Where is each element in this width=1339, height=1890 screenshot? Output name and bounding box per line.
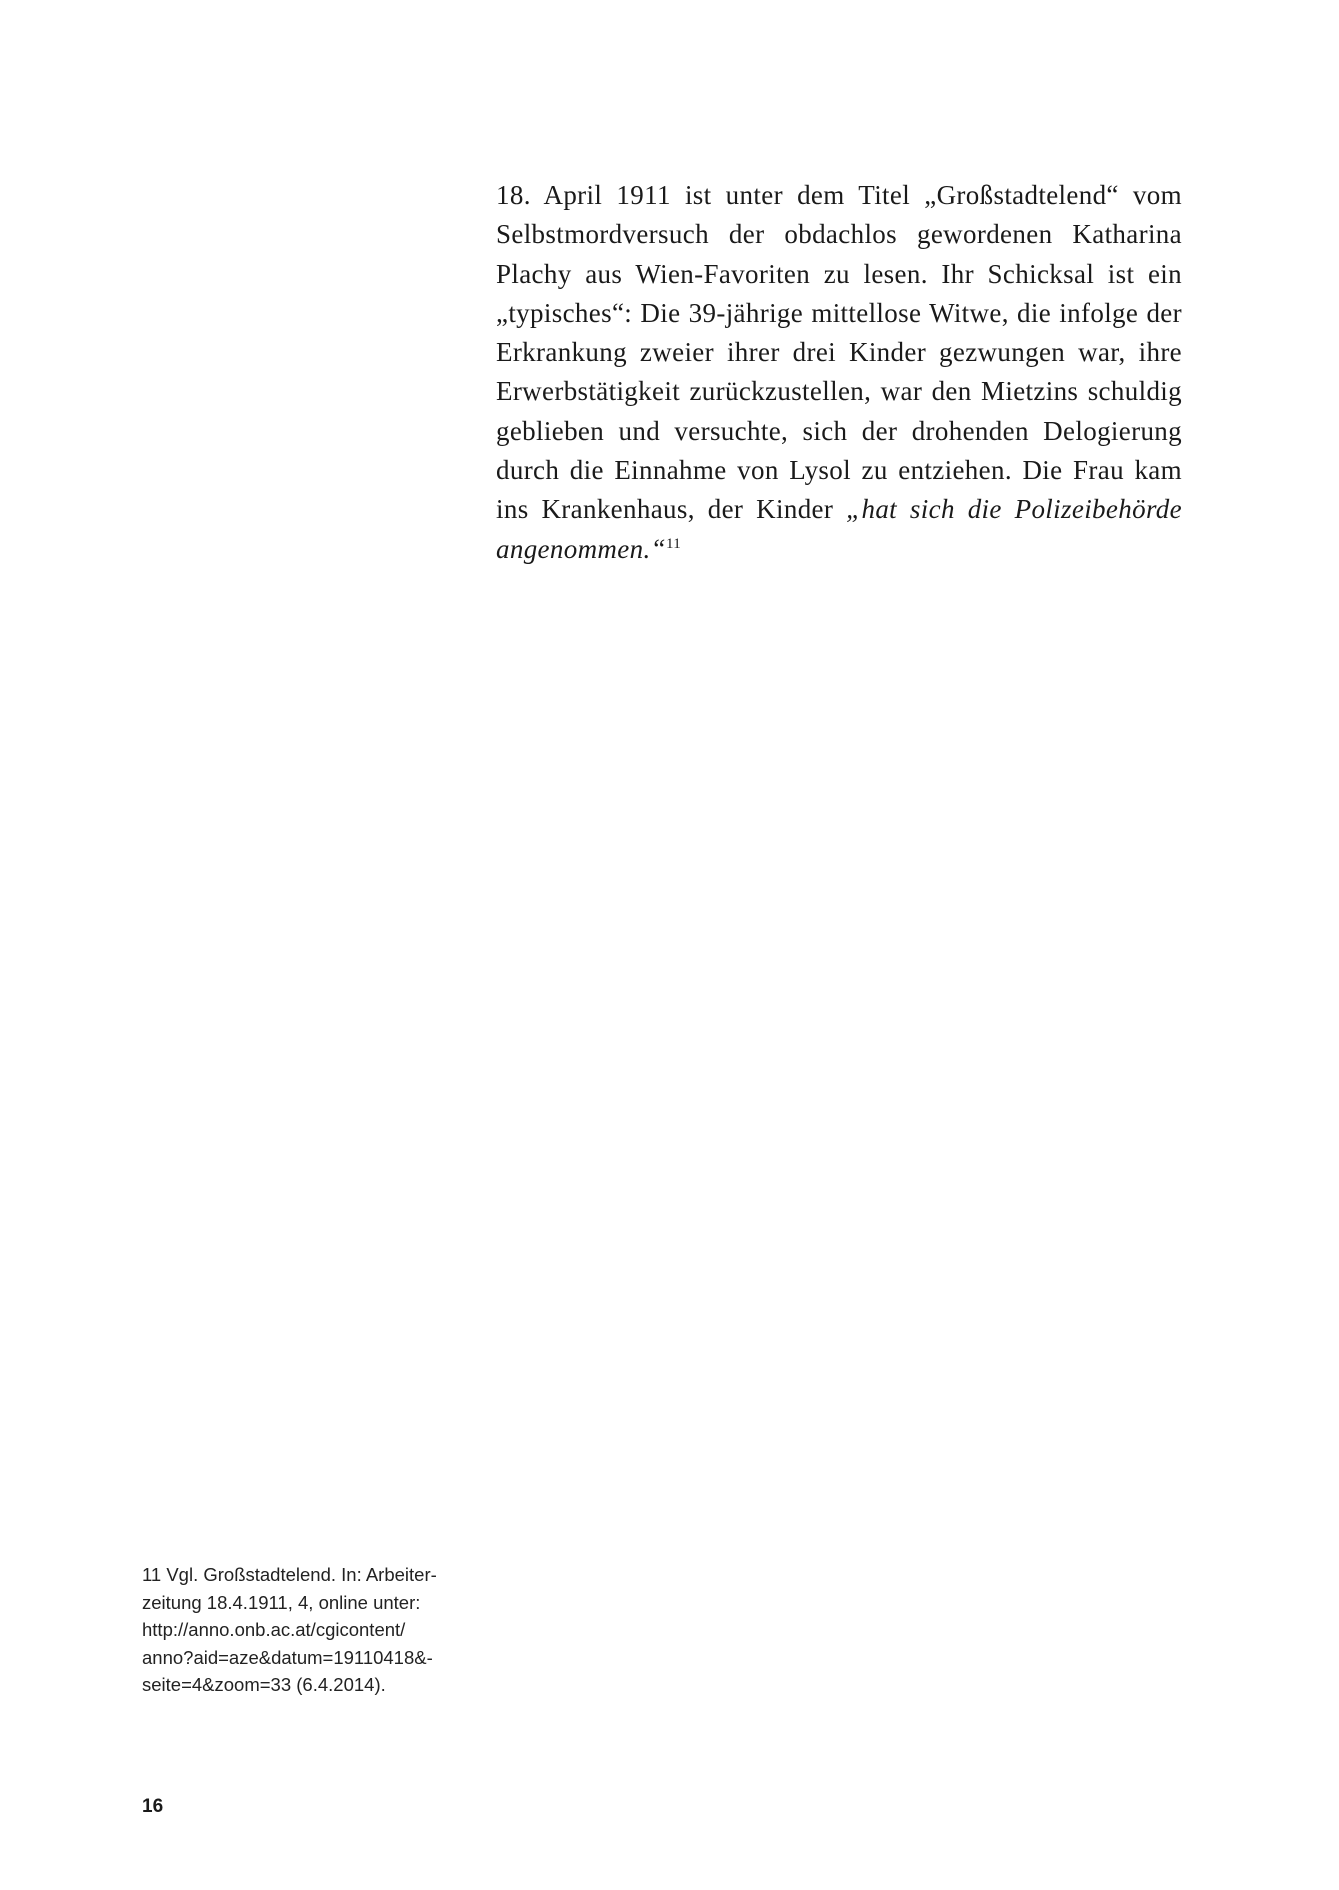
footnote-reference: 11 (665, 535, 682, 552)
footnote-line: zeitung 18.4.1911, 4, online unter: (142, 1591, 421, 1613)
page-number: 16 (142, 1796, 164, 1817)
footnote-line: 11 Vgl. Großstadtelend. In: Arbeiter- (142, 1564, 437, 1585)
footnote-line: anno?aid=aze&datum=19110418&- (142, 1646, 433, 1668)
footnote-line: http://anno.onb.ac.at/cgicontent/ (142, 1619, 406, 1640)
body-paragraph (496, 176, 1182, 569)
footnote-line: seite=4&zoom=33 (6.4.2014). (142, 1674, 386, 1695)
footnote (142, 1561, 467, 1699)
body-quote: „hat sich die Polizeibehörde angenommen.“ (496, 494, 1182, 564)
body-text: 18. April 1911 ist unter dem Titel „Großstadtelend“ vom Selbstmordversuch der obdachlos gewordenen Katharina Plachy aus Wien-Favoriten zu lesen. Ihr Schicksal ist ein „typisches“: Die 39-jährige mittellose Witwe, die infolge der Erkrankung zweier ihrer drei Kinder gezwungen war, ihre Erwerbstätigkeit zurückzustellen, war den Mietzins schuldig geblieben und versuchte, sich der drohenden Delogierung durch die Einnahme von Lysol zu entziehen. Die Frau kam ins Krankenhaus, der Kinder (496, 180, 1182, 525)
